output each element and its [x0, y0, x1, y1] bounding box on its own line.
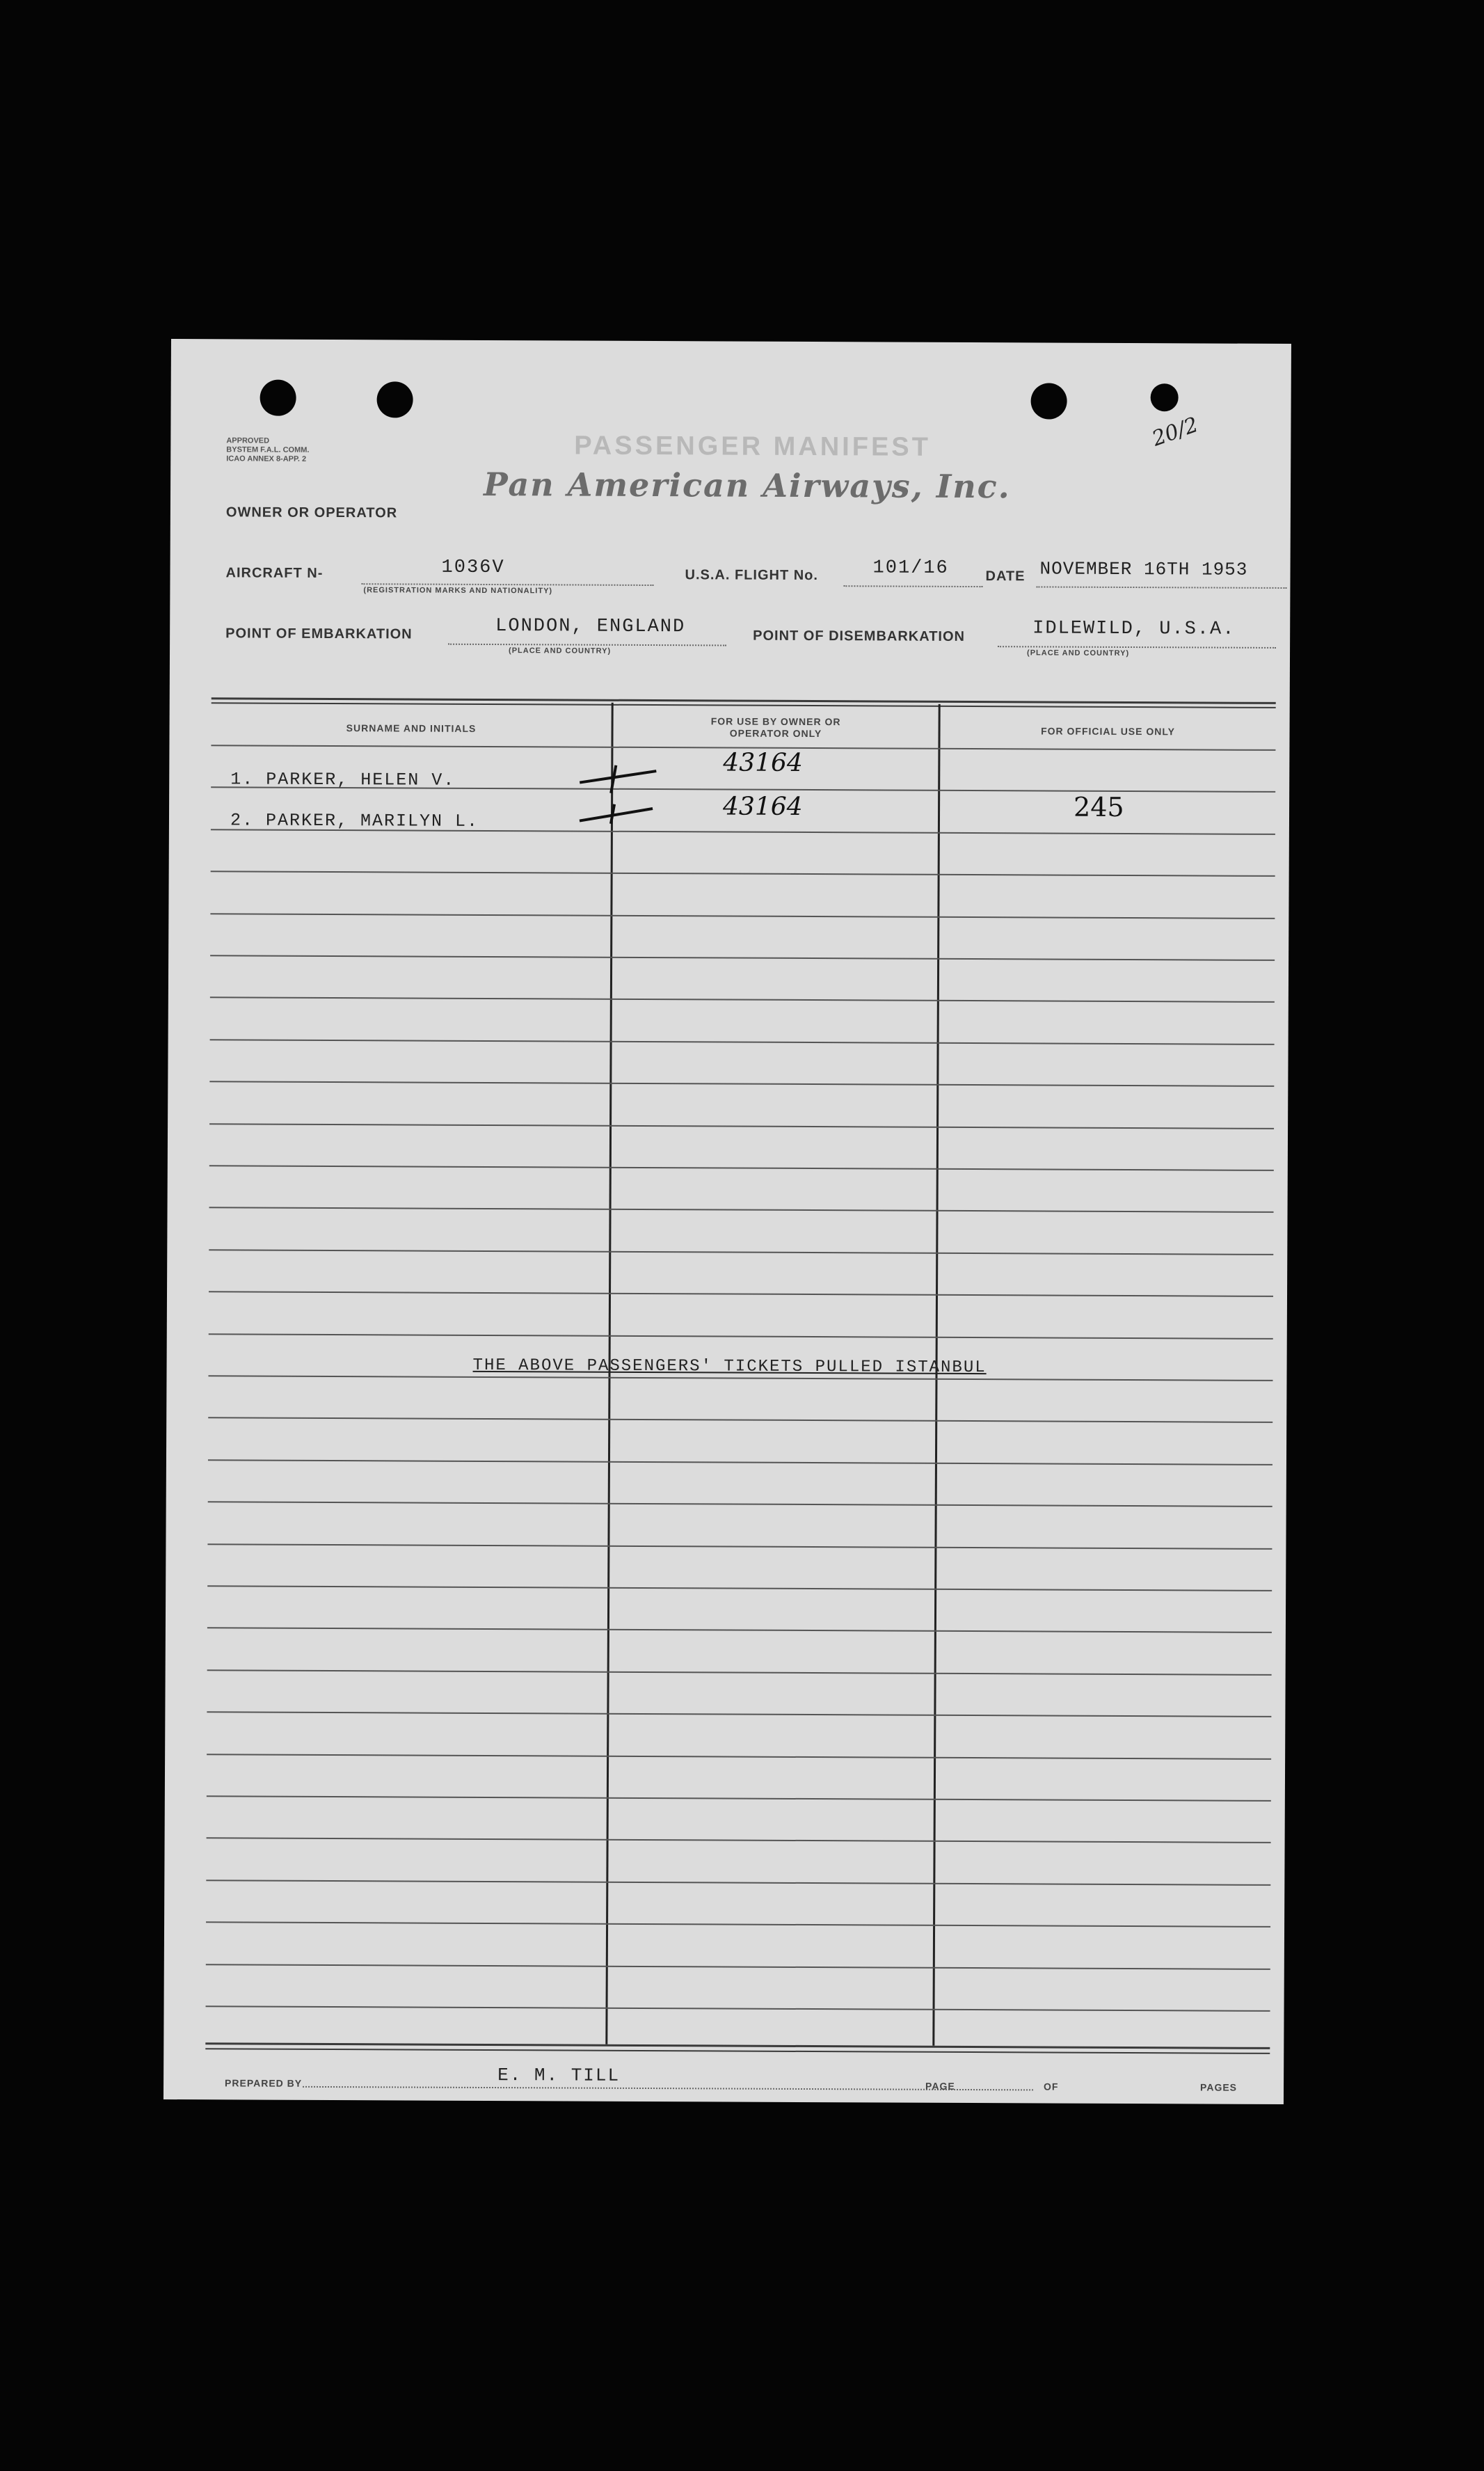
table-row-rule — [206, 1880, 1270, 1886]
punch-hole — [1151, 383, 1179, 411]
table-row-rule — [207, 1669, 1272, 1676]
flight-value: 101/16 — [872, 557, 949, 579]
column-header-operator-text: FOR USE BY OWNER OR OPERATOR ONLY — [710, 715, 841, 740]
aircraft-value: 1036V — [441, 557, 505, 579]
disembarkation-label: POINT OF DISEMBARKATION — [753, 628, 966, 644]
manifest-sheet — [163, 339, 1291, 2104]
table-row-rule — [207, 1837, 1271, 1843]
table-row-rule — [207, 1711, 1271, 1717]
table-row-rule — [207, 1627, 1272, 1633]
column-header-official: FOR OFFICIAL USE ONLY — [1041, 725, 1176, 738]
page-label: PAGE — [925, 2080, 955, 2092]
punch-hole — [377, 381, 413, 418]
passenger-name-2: 2. PARKER, MARILYN L. — [230, 810, 479, 832]
table-row-rule — [209, 1291, 1273, 1297]
approval-stamp: APPROVED BYSTEM F.A.L. COMM. ICAO ANNEX 8-APP. 2 — [226, 436, 310, 463]
form-title: PASSENGER MANIFEST — [574, 431, 931, 462]
prepared-by-value: E. M. TILL — [497, 2065, 621, 2086]
table-row-rule — [207, 1795, 1271, 1802]
embarkation-label: POINT OF EMBARKATION — [225, 626, 413, 642]
passenger-name-1: 1. PARKER, HELEN V. — [230, 769, 456, 790]
table-row-rule — [207, 1585, 1272, 1591]
table-row-rule — [209, 1249, 1273, 1255]
table-row-rule — [209, 1123, 1274, 1129]
prepared-by-label: PREPARED BY — [225, 2077, 303, 2089]
table-row-rule — [209, 1333, 1273, 1340]
prepared-by-dotted-line — [303, 2086, 1033, 2091]
operator-number-1: 43164 — [723, 748, 803, 777]
embarkation-dotted-line — [448, 644, 726, 646]
date-dotted-line — [1036, 586, 1286, 589]
flight-label: U.S.A. FLIGHT No. — [685, 567, 819, 584]
table-row-rule — [206, 1964, 1270, 1970]
table-row-rule — [207, 1754, 1271, 1760]
disembarkation-dotted-line — [998, 646, 1276, 649]
table-row-rule — [208, 1501, 1272, 1507]
aircraft-sublabel: (REGISTRATION MARKS AND NATIONALITY) — [363, 586, 553, 596]
tickets-note: THE ABOVE PASSENGERS' TICKETS PULLED ISTANBUL — [472, 1356, 987, 1378]
aircraft-dotted-line — [361, 583, 653, 586]
disembarkation-sublabel: (PLACE AND COUNTRY) — [1027, 649, 1130, 658]
table-row-rule — [206, 2005, 1270, 2012]
punch-hole — [260, 380, 296, 416]
flight-dotted-line — [843, 585, 982, 587]
table-row-rule — [210, 1039, 1275, 1045]
operator-number-2: 43164 — [722, 792, 803, 821]
date-value: NOVEMBER 16TH 1953 — [1039, 558, 1248, 580]
table-row-rule — [209, 1207, 1274, 1213]
table-rules — [171, 339, 1291, 344]
table-row-rule — [209, 1081, 1274, 1087]
of-label: OF — [1044, 2081, 1059, 2092]
column-header-surname: SURNAME AND INITIALS — [346, 722, 477, 734]
table-row-rule — [208, 1459, 1272, 1465]
aircraft-label: AIRCRAFT N- — [225, 565, 324, 581]
corner-handwritten-mark: 20/2 — [1149, 412, 1202, 452]
table-bottom-rule-inner — [205, 2048, 1270, 2054]
date-label: DATE — [985, 569, 1026, 585]
punch-hole — [1031, 383, 1067, 419]
airline-name: Pan American Airways, Inc. — [483, 465, 1011, 506]
table-row-rule — [209, 1165, 1274, 1171]
column-header-operator — [613, 715, 938, 740]
embarkation-sublabel: (PLACE AND COUNTRY) — [509, 646, 612, 656]
disembarkation-value: IDLEWILD, U.S.A. — [1032, 618, 1236, 640]
handwritten-tick-marks — [573, 752, 712, 836]
table-row-rule — [207, 1543, 1272, 1550]
table-row-rule — [210, 996, 1275, 1003]
pages-label: PAGES — [1200, 2081, 1238, 2093]
table-row-rule — [206, 1921, 1270, 1928]
table-row-rule — [210, 913, 1275, 919]
owner-label: OWNER OR OPERATOR — [225, 504, 398, 521]
table-row-rule — [211, 871, 1275, 877]
embarkation-value: LONDON, ENGLAND — [495, 616, 686, 638]
table-row-rule — [208, 1417, 1272, 1423]
official-number: 245 — [1073, 791, 1124, 823]
table-row-rule — [210, 955, 1275, 961]
